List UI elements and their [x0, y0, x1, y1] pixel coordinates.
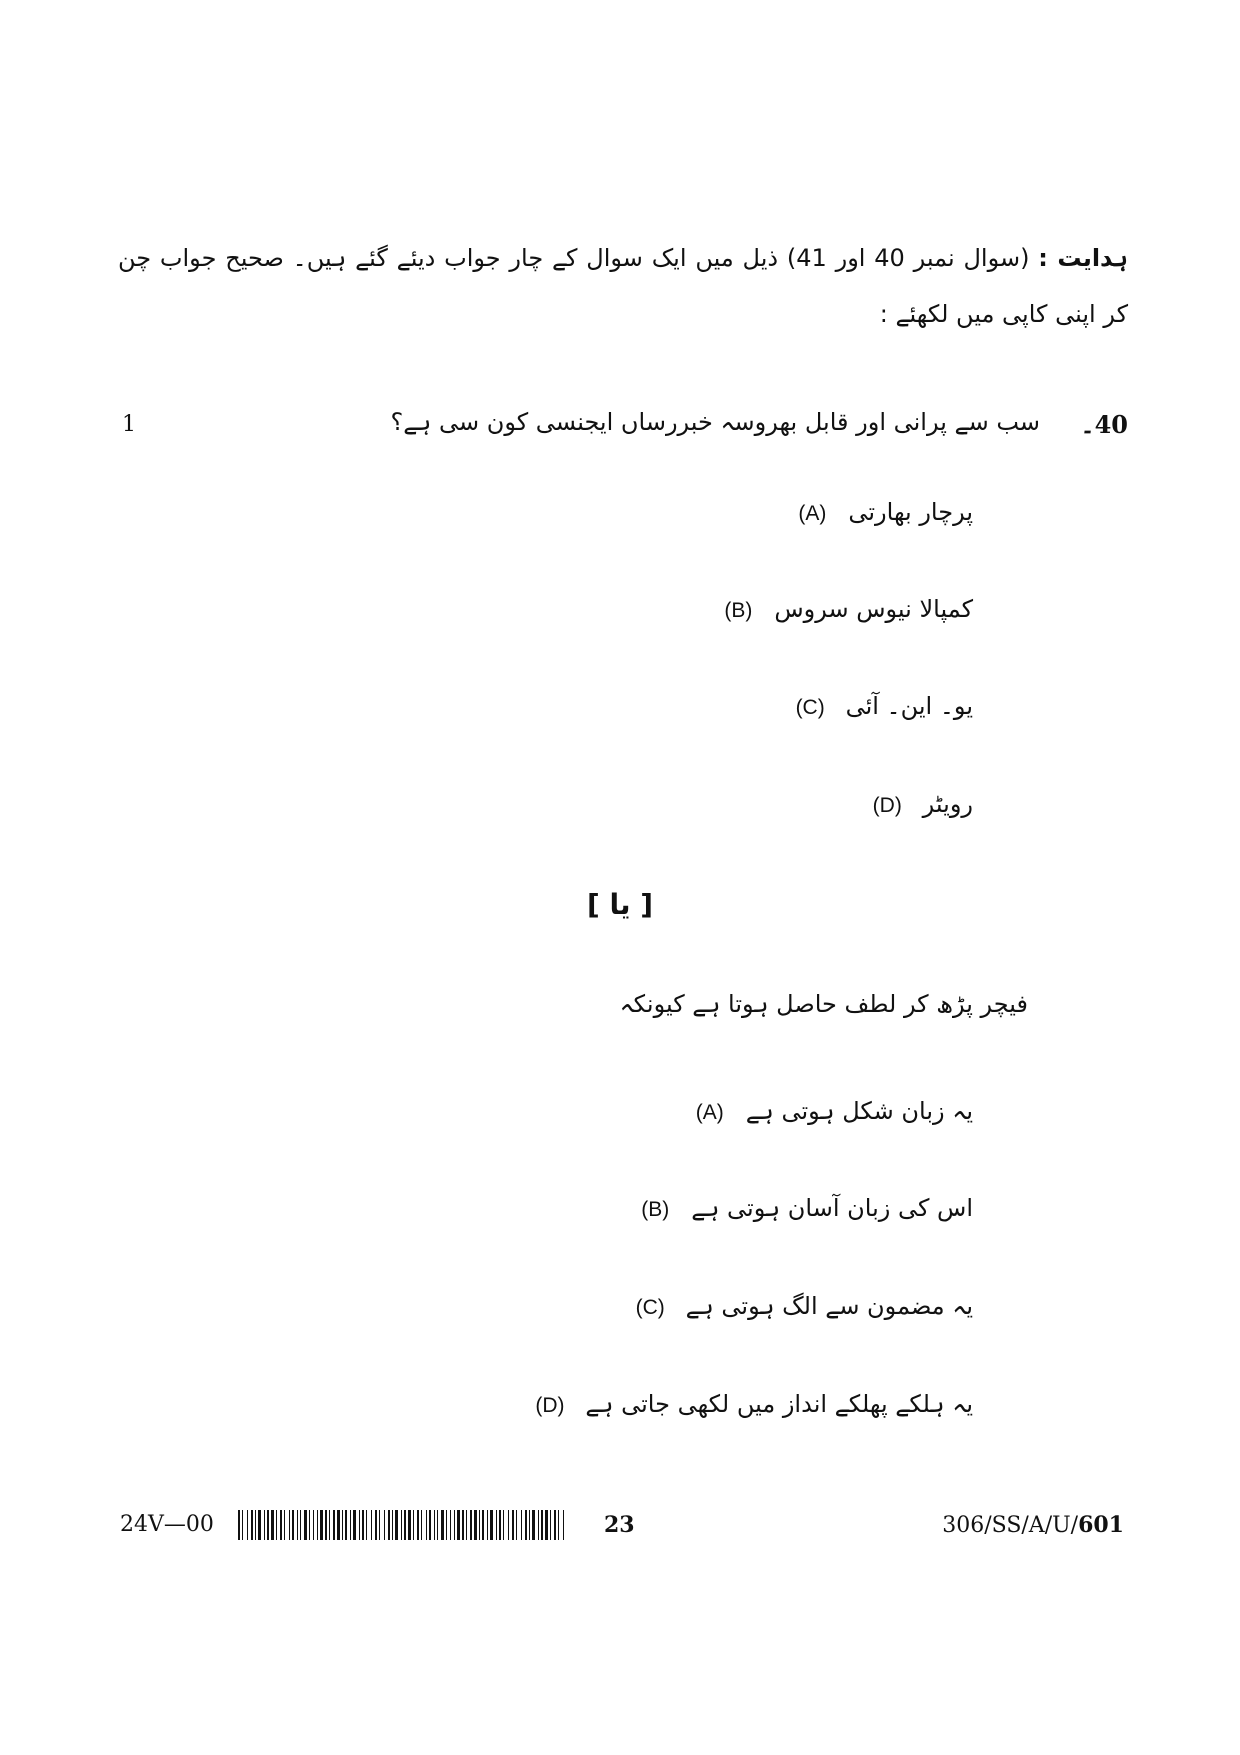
option-text: کمپالا نیوس سروس — [774, 595, 973, 623]
option-a — [798, 498, 1018, 526]
option-d — [873, 790, 1018, 818]
option-label: (A) — [695, 1101, 724, 1124]
option-label: (D) — [872, 794, 902, 817]
instruction-text: (سوال نمبر 40 اور 41) ذیل میں ایک سوال کے چار جواب دیئے گئے ہیں۔ صحیح جواب چن کر اپنی کاپی میں لکھئے : — [118, 244, 1128, 328]
option-b — [724, 595, 1018, 623]
question-text: سب سے پرانی اور قابل بھروسہ خبررساں ایجنسی کون سی ہے؟ — [390, 408, 1040, 436]
alt-option-d — [535, 1390, 1018, 1418]
option-c — [796, 692, 1018, 720]
alt-option-b — [641, 1194, 1018, 1222]
alt-question-text: فیچر پڑھ کر لطف حاصل ہوتا ہے کیونکہ — [619, 990, 1028, 1018]
option-text: یو۔ این۔ آئی — [845, 692, 973, 720]
option-text: رویٹر — [922, 790, 973, 818]
option-text: یہ ہلکے پھلکے انداز میں لکھی جاتی ہے — [585, 1390, 973, 1418]
page-number: 23 — [604, 1512, 635, 1538]
paper-code-suffix: 601 — [1078, 1512, 1124, 1538]
paper-code — [942, 1512, 1124, 1538]
option-text: اس کی زبان آسان ہوتی ہے — [691, 1194, 973, 1222]
option-label: (D) — [535, 1394, 565, 1417]
option-label: (B) — [724, 599, 753, 622]
option-text: یہ مضمون سے الگ ہوتی ہے — [685, 1292, 973, 1320]
alt-option-c — [636, 1292, 1018, 1320]
or-separator: [ یا ] — [586, 888, 654, 921]
option-label: (B) — [641, 1198, 670, 1221]
paper-code-prefix: 306/SS/A/U/ — [942, 1513, 1079, 1538]
barcode-icon — [238, 1510, 564, 1540]
option-label: (C) — [635, 1296, 665, 1319]
instruction-label: ہدایت : — [1038, 244, 1128, 272]
option-text: پرچار بھارتی — [848, 498, 973, 526]
question-number: 40۔ — [1080, 410, 1128, 439]
question-marks: 1 — [122, 412, 136, 437]
footer-left-code: 24V—00 — [120, 1512, 214, 1537]
instruction — [118, 230, 1128, 342]
option-label: (C) — [795, 696, 825, 719]
alt-option-a — [696, 1097, 1018, 1125]
option-label: (A) — [798, 502, 827, 525]
option-text: یہ زبان شکل ہوتی ہے — [745, 1097, 973, 1125]
